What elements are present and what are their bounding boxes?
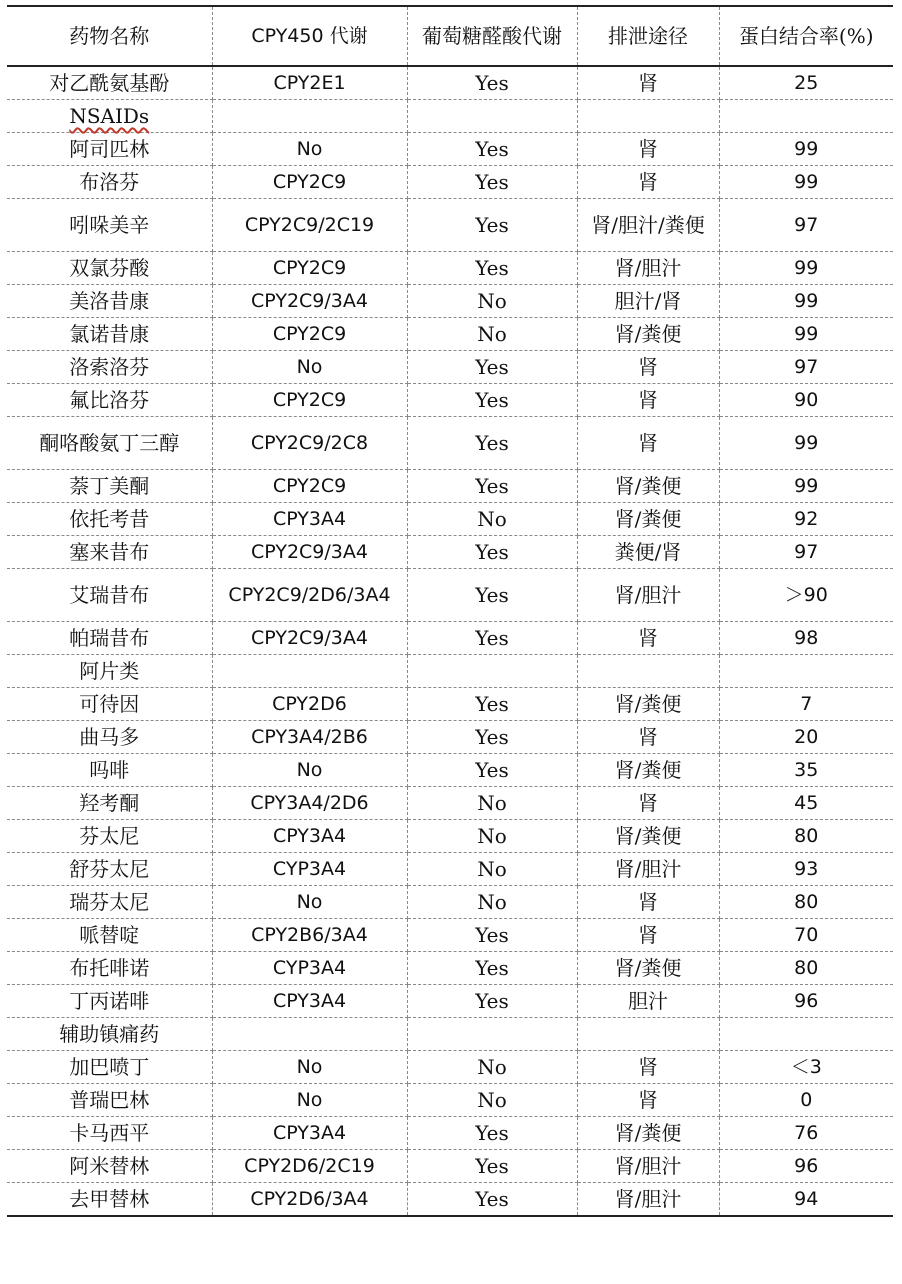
excretion-cell: 肾 xyxy=(577,1051,719,1084)
protein-binding-cell: 20 xyxy=(719,721,893,754)
empty-cell xyxy=(407,1018,577,1051)
cyp450-cell: CPY2C9 xyxy=(212,470,407,503)
drug-name-cell: 可待因 xyxy=(7,688,212,721)
protein-binding-cell: 25 xyxy=(719,66,893,100)
drug-name-cell: 曲马多 xyxy=(7,721,212,754)
cyp450-cell: CPY2C9 xyxy=(212,318,407,351)
cyp450-cell: CPY2D6/2C19 xyxy=(212,1150,407,1183)
empty-cell xyxy=(577,1018,719,1051)
drug-name-cell: 卡马西平 xyxy=(7,1117,212,1150)
table-row xyxy=(7,1051,893,1084)
drug-name-cell: 去甲替林 xyxy=(7,1183,212,1217)
drug-name-cell: 芬太尼 xyxy=(7,820,212,853)
cyp450-cell: CPY2C9/3A4 xyxy=(212,536,407,569)
category-row xyxy=(7,100,893,133)
cyp450-cell: No xyxy=(212,1051,407,1084)
table-row xyxy=(7,820,893,853)
excretion-cell: 肾 xyxy=(577,351,719,384)
glucuronidation-cell: Yes xyxy=(407,1183,577,1217)
glucuronidation-cell: Yes xyxy=(407,721,577,754)
drug-name-cell: 丁丙诺啡 xyxy=(7,985,212,1018)
cyp450-cell: CPY3A4/2D6 xyxy=(212,787,407,820)
table-row xyxy=(7,787,893,820)
drug-name-cell: 吲哚美辛 xyxy=(7,199,212,252)
protein-binding-cell: ＞90 xyxy=(719,569,893,622)
table-row xyxy=(7,622,893,655)
empty-cell xyxy=(212,100,407,133)
glucuronidation-cell: Yes xyxy=(407,66,577,100)
protein-binding-cell: 80 xyxy=(719,952,893,985)
table-row xyxy=(7,952,893,985)
table-row xyxy=(7,417,893,470)
protein-binding-cell: 70 xyxy=(719,919,893,952)
cyp450-cell: CPY3A4 xyxy=(212,1117,407,1150)
glucuronidation-cell: No xyxy=(407,1051,577,1084)
cyp450-cell: No xyxy=(212,886,407,919)
category-row xyxy=(7,655,893,688)
glucuronidation-cell: Yes xyxy=(407,417,577,470)
protein-binding-cell: 76 xyxy=(719,1117,893,1150)
table-header xyxy=(7,6,893,66)
empty-cell xyxy=(407,100,577,133)
protein-binding-cell: 99 xyxy=(719,318,893,351)
protein-binding-cell: 99 xyxy=(719,252,893,285)
excretion-cell: 胆汁 xyxy=(577,985,719,1018)
glucuronidation-cell: Yes xyxy=(407,952,577,985)
header-row xyxy=(7,6,893,66)
excretion-cell: 肾/胆汁 xyxy=(577,1150,719,1183)
drug-name-cell: 氯诺昔康 xyxy=(7,318,212,351)
cyp450-cell: No xyxy=(212,133,407,166)
drug-name-cell: 阿司匹林 xyxy=(7,133,212,166)
table-row xyxy=(7,351,893,384)
protein-binding-cell: 99 xyxy=(719,285,893,318)
glucuronidation-cell: Yes xyxy=(407,351,577,384)
drug-name-cell: 洛索洛芬 xyxy=(7,351,212,384)
table-row xyxy=(7,318,893,351)
cyp450-cell: CPY3A4 xyxy=(212,985,407,1018)
table-row xyxy=(7,252,893,285)
drug-name-cell: 吗啡 xyxy=(7,754,212,787)
cyp450-cell: CPY2B6/3A4 xyxy=(212,919,407,952)
drug-name-cell: 普瑞巴林 xyxy=(7,1084,212,1117)
excretion-cell: 肾 xyxy=(577,1084,719,1117)
excretion-cell: 肾/粪便 xyxy=(577,952,719,985)
protein-binding-cell: 94 xyxy=(719,1183,893,1217)
protein-binding-cell: 92 xyxy=(719,503,893,536)
glucuronidation-cell: No xyxy=(407,787,577,820)
protein-binding-cell: 99 xyxy=(719,470,893,503)
header-glucuronidation: 葡萄糖醛酸代谢 xyxy=(407,6,577,66)
excretion-cell: 肾 xyxy=(577,133,719,166)
drug-name-cell: 羟考酮 xyxy=(7,787,212,820)
table-row xyxy=(7,1183,893,1217)
header-excretion: 排泄途径 xyxy=(577,6,719,66)
table-row xyxy=(7,721,893,754)
cyp450-cell: CYP3A4 xyxy=(212,952,407,985)
glucuronidation-cell: No xyxy=(407,318,577,351)
cyp450-cell: CPY2E1 xyxy=(212,66,407,100)
empty-cell xyxy=(719,100,893,133)
drug-name-cell: 布洛芬 xyxy=(7,166,212,199)
protein-binding-cell: 45 xyxy=(719,787,893,820)
excretion-cell: 肾/胆汁 xyxy=(577,1183,719,1217)
glucuronidation-cell: No xyxy=(407,886,577,919)
table-row xyxy=(7,470,893,503)
excretion-cell: 肾 xyxy=(577,66,719,100)
glucuronidation-cell: Yes xyxy=(407,919,577,952)
cyp450-cell: CYP3A4 xyxy=(212,853,407,886)
protein-binding-cell: 96 xyxy=(719,1150,893,1183)
drug-name-cell: 塞来昔布 xyxy=(7,536,212,569)
table-row xyxy=(7,1117,893,1150)
protein-binding-cell: 98 xyxy=(719,622,893,655)
category-label: 辅助镇痛药 xyxy=(7,1018,212,1051)
glucuronidation-cell: Yes xyxy=(407,985,577,1018)
drug-name-cell: 阿米替林 xyxy=(7,1150,212,1183)
protein-binding-cell: 97 xyxy=(719,536,893,569)
protein-binding-cell: 0 xyxy=(719,1084,893,1117)
excretion-cell: 肾/胆汁 xyxy=(577,569,719,622)
table-row xyxy=(7,166,893,199)
drug-name-cell: 萘丁美酮 xyxy=(7,470,212,503)
header-cyp450: CPY450 代谢 xyxy=(212,6,407,66)
excretion-cell: 肾 xyxy=(577,787,719,820)
excretion-cell: 肾 xyxy=(577,417,719,470)
table-row xyxy=(7,1084,893,1117)
glucuronidation-cell: Yes xyxy=(407,133,577,166)
table-row xyxy=(7,536,893,569)
drug-name-cell: 依托考昔 xyxy=(7,503,212,536)
protein-binding-cell: 96 xyxy=(719,985,893,1018)
cyp450-cell: CPY2C9 xyxy=(212,384,407,417)
excretion-cell: 肾/粪便 xyxy=(577,754,719,787)
drug-name-cell: 布托啡诺 xyxy=(7,952,212,985)
glucuronidation-cell: Yes xyxy=(407,688,577,721)
excretion-cell: 肾 xyxy=(577,622,719,655)
glucuronidation-cell: Yes xyxy=(407,199,577,252)
table-row xyxy=(7,754,893,787)
glucuronidation-cell: Yes xyxy=(407,536,577,569)
glucuronidation-cell: No xyxy=(407,503,577,536)
cyp450-cell: CPY2D6 xyxy=(212,688,407,721)
table-body xyxy=(7,66,893,1216)
glucuronidation-cell: Yes xyxy=(407,252,577,285)
cyp450-cell: No xyxy=(212,754,407,787)
glucuronidation-cell: Yes xyxy=(407,622,577,655)
cyp450-cell: CPY2C9/2C8 xyxy=(212,417,407,470)
cyp450-cell: CPY2C9 xyxy=(212,252,407,285)
excretion-cell: 肾 xyxy=(577,886,719,919)
cyp450-cell: CPY3A4 xyxy=(212,503,407,536)
excretion-cell: 肾 xyxy=(577,919,719,952)
table-row xyxy=(7,853,893,886)
table-row xyxy=(7,688,893,721)
empty-cell xyxy=(577,655,719,688)
cyp450-cell: CPY2C9 xyxy=(212,166,407,199)
excretion-cell: 肾/胆汁 xyxy=(577,853,719,886)
table-row xyxy=(7,569,893,622)
excretion-cell: 肾/粪便 xyxy=(577,470,719,503)
table-row xyxy=(7,133,893,166)
protein-binding-cell: 99 xyxy=(719,166,893,199)
table-row xyxy=(7,285,893,318)
protein-binding-cell: ＜3 xyxy=(719,1051,893,1084)
protein-binding-cell: 97 xyxy=(719,351,893,384)
cyp450-cell: CPY2C9/3A4 xyxy=(212,285,407,318)
table-row xyxy=(7,886,893,919)
glucuronidation-cell: No xyxy=(407,853,577,886)
protein-binding-cell: 80 xyxy=(719,820,893,853)
excretion-cell: 肾/粪便 xyxy=(577,820,719,853)
table-row xyxy=(7,1150,893,1183)
drug-name-cell: 双氯芬酸 xyxy=(7,252,212,285)
empty-cell xyxy=(407,655,577,688)
empty-cell xyxy=(577,100,719,133)
table-row xyxy=(7,919,893,952)
glucuronidation-cell: Yes xyxy=(407,1117,577,1150)
drug-name-cell: 帕瑞昔布 xyxy=(7,622,212,655)
cyp450-cell: CPY2C9/3A4 xyxy=(212,622,407,655)
cyp450-cell: No xyxy=(212,1084,407,1117)
drug-name-cell: 舒芬太尼 xyxy=(7,853,212,886)
excretion-cell: 胆汁/肾 xyxy=(577,285,719,318)
category-label: NSAIDs xyxy=(7,100,212,133)
glucuronidation-cell: Yes xyxy=(407,1150,577,1183)
header-protein-binding: 蛋白结合率(%) xyxy=(719,6,893,66)
glucuronidation-cell: Yes xyxy=(407,384,577,417)
protein-binding-cell: 7 xyxy=(719,688,893,721)
excretion-cell: 肾 xyxy=(577,384,719,417)
glucuronidation-cell: No xyxy=(407,285,577,318)
header-drug-name: 药物名称 xyxy=(7,6,212,66)
glucuronidation-cell: No xyxy=(407,820,577,853)
cyp450-cell: No xyxy=(212,351,407,384)
cyp450-cell: CPY2C9/2D6/3A4 xyxy=(212,569,407,622)
cyp450-cell: CPY3A4/2B6 xyxy=(212,721,407,754)
glucuronidation-cell: Yes xyxy=(407,470,577,503)
cyp450-cell: CPY2D6/3A4 xyxy=(212,1183,407,1217)
protein-binding-cell: 93 xyxy=(719,853,893,886)
drug-name-cell: 加巴喷丁 xyxy=(7,1051,212,1084)
drug-name-cell: 美洛昔康 xyxy=(7,285,212,318)
protein-binding-cell: 35 xyxy=(719,754,893,787)
drug-name-cell: 氟比洛芬 xyxy=(7,384,212,417)
drug-name-cell: 瑞芬太尼 xyxy=(7,886,212,919)
empty-cell xyxy=(719,1018,893,1051)
table-row xyxy=(7,199,893,252)
table-row xyxy=(7,503,893,536)
category-row xyxy=(7,1018,893,1051)
cyp450-cell: CPY2C9/2C19 xyxy=(212,199,407,252)
drug-metabolism-table xyxy=(7,5,893,1217)
excretion-cell: 肾 xyxy=(577,166,719,199)
excretion-cell: 肾/胆汁/粪便 xyxy=(577,199,719,252)
excretion-cell: 肾/粪便 xyxy=(577,688,719,721)
protein-binding-cell: 80 xyxy=(719,886,893,919)
protein-binding-cell: 99 xyxy=(719,133,893,166)
excretion-cell: 肾/粪便 xyxy=(577,503,719,536)
drug-name-cell: 对乙酰氨基酚 xyxy=(7,66,212,100)
protein-binding-cell: 90 xyxy=(719,384,893,417)
excretion-cell: 粪便/肾 xyxy=(577,536,719,569)
protein-binding-cell: 97 xyxy=(719,199,893,252)
table-row xyxy=(7,384,893,417)
glucuronidation-cell: Yes xyxy=(407,754,577,787)
excretion-cell: 肾/胆汁 xyxy=(577,252,719,285)
empty-cell xyxy=(719,655,893,688)
drug-name-cell: 哌替啶 xyxy=(7,919,212,952)
excretion-cell: 肾/粪便 xyxy=(577,318,719,351)
excretion-cell: 肾 xyxy=(577,721,719,754)
drug-name-cell: 酮咯酸氨丁三醇 xyxy=(7,417,212,470)
empty-cell xyxy=(212,1018,407,1051)
cyp450-cell: CPY3A4 xyxy=(212,820,407,853)
category-label: 阿片类 xyxy=(7,655,212,688)
drug-name-cell: 艾瑞昔布 xyxy=(7,569,212,622)
table-row xyxy=(7,985,893,1018)
empty-cell xyxy=(212,655,407,688)
glucuronidation-cell: Yes xyxy=(407,569,577,622)
glucuronidation-cell: No xyxy=(407,1084,577,1117)
glucuronidation-cell: Yes xyxy=(407,166,577,199)
excretion-cell: 肾/粪便 xyxy=(577,1117,719,1150)
protein-binding-cell: 99 xyxy=(719,417,893,470)
table-row xyxy=(7,66,893,100)
